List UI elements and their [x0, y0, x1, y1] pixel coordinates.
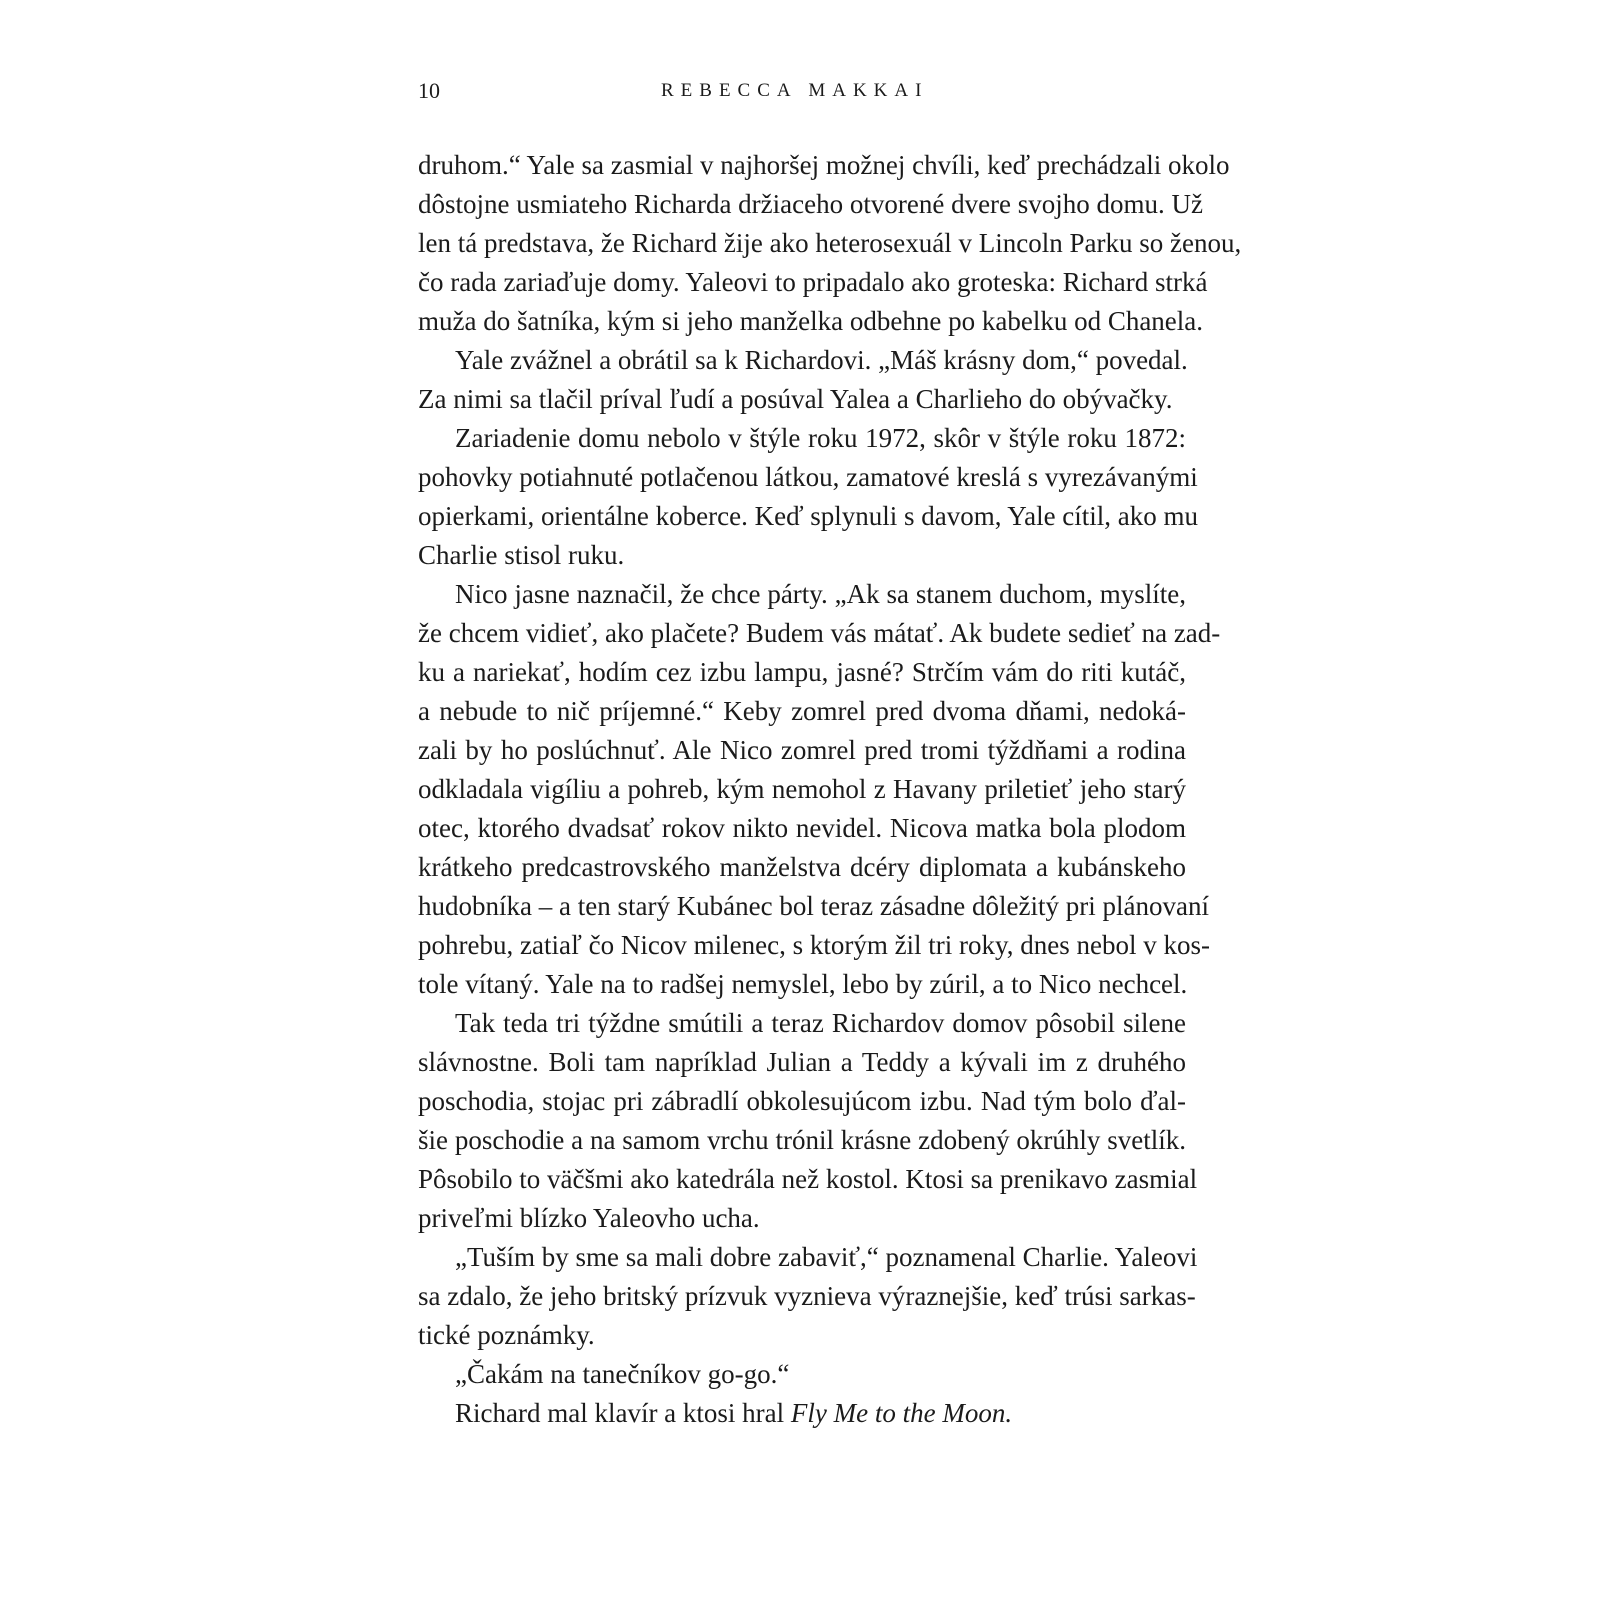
text-line: muža do šatníka, kým si jeho manželka odbehne po kabelku od Chanela.	[418, 306, 1204, 336]
final-line-text: Richard mal klavír a ktosi hral	[455, 1398, 791, 1428]
song-title: Fly Me to the Moon.	[790, 1398, 1013, 1428]
text-line: odkladala vigíliu a pohreb, kým nemohol z Havany priletieť jeho starý	[418, 774, 1186, 804]
text-line: Za nimi sa tlačil príval ľudí a posúval Yalea a Charlieho do obývačky.	[418, 384, 1173, 414]
text-line: krátkeho predcastrovského manželstva dcéry diplomata a kubánskeho	[418, 852, 1186, 882]
text-line: čo rada zariaďuje domy. Yaleovi to pripadalo ako groteska: Richard strká	[418, 267, 1208, 297]
text-line: opierkami, orientálne koberce. Keď splynuli s davom, Yale cítil, ako mu	[418, 501, 1199, 531]
body-text	[418, 146, 1242, 1433]
text-line: „Tuším by sme sa mali dobre zabaviť,“ poznamenal Charlie. Yaleovi	[455, 1242, 1198, 1272]
text-line: pohrebu, zatiaľ čo Nicov milenec, s ktorým žil tri roky, dnes nebol v kos-	[418, 930, 1211, 960]
running-head	[418, 74, 1186, 108]
text-line: hudobníka – a ten starý Kubánec bol teraz zásadne dôležitý pri plánovaní	[418, 891, 1209, 921]
text-line: druhom.“ Yale sa zasmial v najhoršej možnej chvíli, keď prechádzali okolo	[418, 150, 1230, 180]
running-head-author: REBECCA MAKKAI	[661, 80, 929, 101]
text-line: Yale zvážnel a obrátil sa k Richardovi. „Máš krásny dom,“ povedal.	[455, 345, 1188, 375]
text-line: Zariadenie domu nebolo v štýle roku 1972, skôr v štýle roku 1872:	[455, 423, 1186, 453]
text-line: Nico jasne naznačil, že chce párty. „Ak sa stanem duchom, myslíte,	[455, 579, 1186, 609]
text-line: Pôsobilo to väčšmi ako katedrála než kostol. Ktosi sa prenikavo zasmial	[418, 1164, 1198, 1194]
final-text-line	[418, 1394, 1186, 1433]
text-line: a nebude to nič príjemné.“ Keby zomrel pred dvoma dňami, nedoká-	[418, 696, 1186, 726]
text-line: „Čakám na tanečníkov go-go.“	[455, 1359, 790, 1389]
text-line: sa zdalo, že jeho britský prízvuk vyznieva výraznejšie, keď trúsi sarkas-	[418, 1281, 1196, 1311]
text-line: poschodia, stojac pri zábradlí obkolesujúcom izbu. Nad tým bolo ďal-	[418, 1086, 1186, 1116]
text-line: otec, ktorého dvadsať rokov nikto nevidel. Nicova matka bola plodom	[418, 813, 1186, 843]
text-line: len tá predstava, že Richard žije ako heterosexuál v Lincoln Parku so ženou,	[418, 228, 1242, 258]
text-line: tické poznámky.	[418, 1320, 595, 1350]
text-line: ku a nariekať, hodím cez izbu lampu, jasné? Strčím vám do riti kutáč,	[418, 657, 1186, 687]
text-line: tole vítaný. Yale na to radšej nemyslel, lebo by zúril, a to Nico nechcel.	[418, 969, 1188, 999]
page-number: 10	[418, 78, 440, 103]
text-line: slávnostne. Boli tam napríklad Julian a Teddy a kývali im z druhého	[418, 1047, 1186, 1077]
text-line: Tak teda tri týždne smútili a teraz Richardov domov pôsobil silene	[455, 1008, 1186, 1038]
text-line: Charlie stisol ruku.	[418, 540, 625, 570]
text-line: že chcem vidieť, ako plačete? Budem vás mátať. Ak budete sedieť na zad-	[418, 618, 1221, 648]
text-line: pohovky potiahnuté potlačenou látkou, zamatové kreslá s vyrezávanými	[418, 462, 1198, 492]
text-line: zali by ho poslúchnuť. Ale Nico zomrel pred tromi týždňami a rodina	[418, 735, 1186, 765]
text-line: priveľmi blízko Yaleovho ucha.	[418, 1203, 760, 1233]
text-line: šie poschodie a na samom vrchu trónil krásne zdobený okrúhly svetlík.	[418, 1125, 1186, 1155]
text-line: dôstojne usmiateho Richarda držiaceho otvorené dvere svojho domu. Už	[418, 189, 1204, 219]
